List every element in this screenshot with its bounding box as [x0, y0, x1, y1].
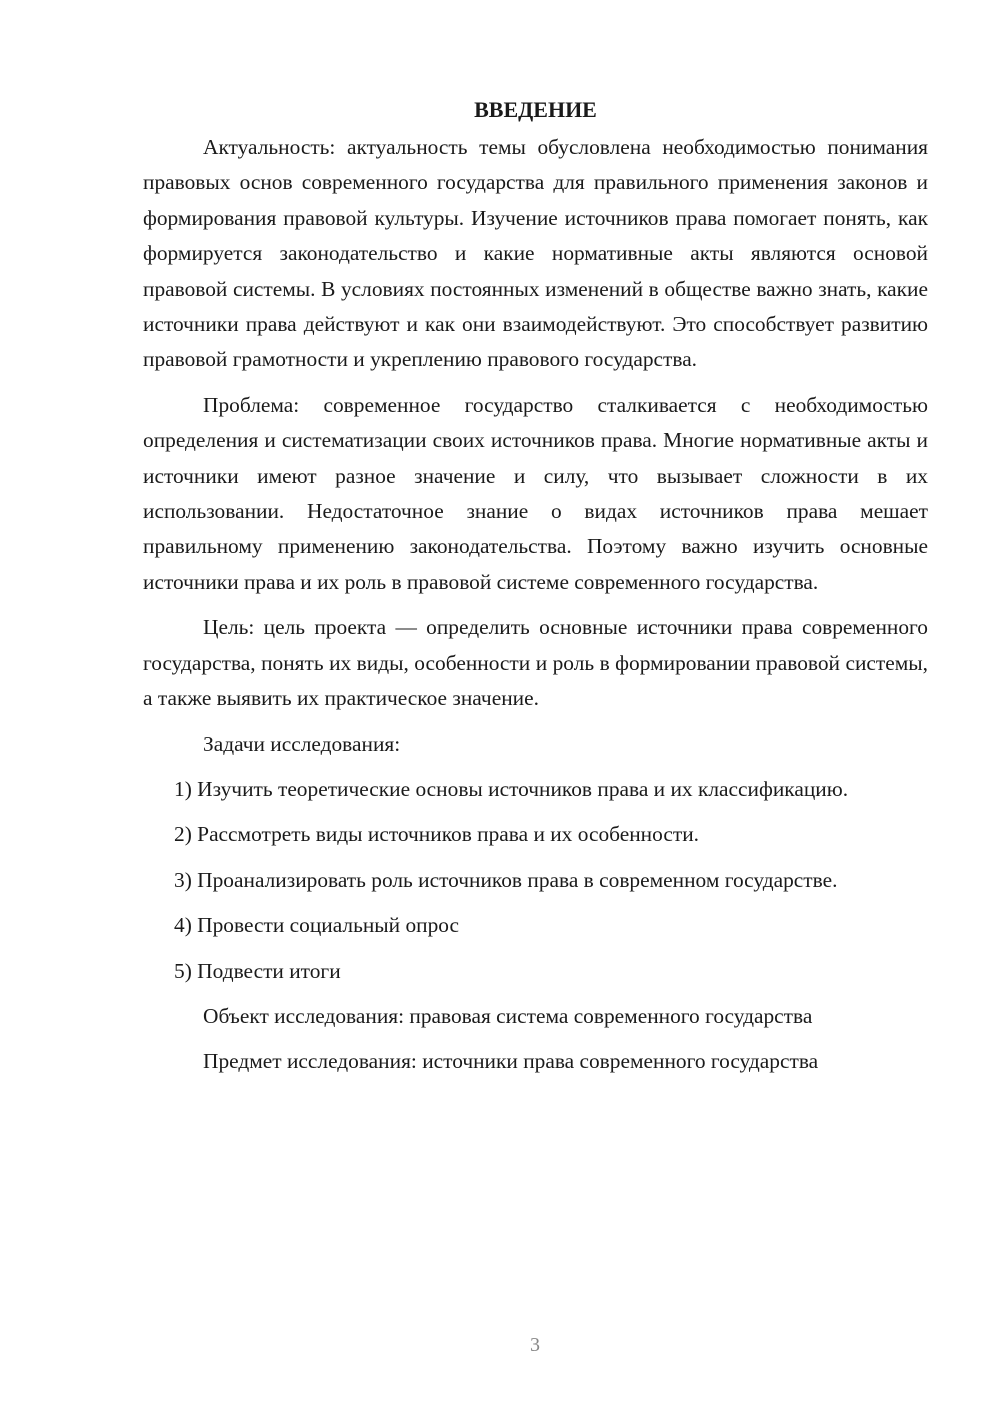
task-item-2: 2) Рассмотреть виды источников права и их особенности.: [174, 822, 699, 847]
task-item-1: 1) Изучить теоретические основы источников права и их классификацию.: [174, 776, 849, 801]
task-item-5: 5) Подвести итоги: [174, 958, 341, 983]
paragraph-goal: Цель: цель проекта — определить основные источники права современного государства, понять их виды, особенности и роль в формировании правовой системы, а также выявить их практическое значение.: [143, 615, 928, 711]
page-number: 3: [530, 1334, 540, 1356]
document-page: [143, 92, 928, 1090]
research-object: Объект исследования: правовая система современного государства: [203, 1003, 813, 1028]
task-item-4: 4) Провести социальный опрос: [174, 913, 460, 938]
task-item-3: 3) Проанализировать роль источников права в современном государстве.: [174, 867, 838, 892]
tasks-heading: Задачи исследования:: [203, 731, 401, 756]
page-title: ВВЕДЕНИЕ: [474, 97, 597, 122]
paragraph-relevance: Актуальность: актуальность темы обусловлена необходимостью понимания правовых основ современного государства для правильного применения законов и формирования правовой культуры. Изучение источников права помогает понять, как формируется законодательство и какие нормативные акты являются основой правовой системы. В условиях постоянных изменений в обществе важно знать, какие источники права действуют и как они взаимодействуют. Это способствует развитию правовой грамотности и укреплению правового государства.: [143, 135, 928, 372]
research-subject: Предмет исследования: источники права современного государства: [203, 1049, 819, 1074]
paragraph-problem: Проблема: современное государство сталкивается с необходимостью определения и систематизации своих источников права. Многие нормативные акты и источники имеют разное значение и силу, что вызывает сложности в их использовании. Недостаточное знание о видах источников права мешает правильному применению законодательства. Поэтому важно изучить основные источники права и их роль в правовой системе современного государства.: [143, 392, 928, 594]
